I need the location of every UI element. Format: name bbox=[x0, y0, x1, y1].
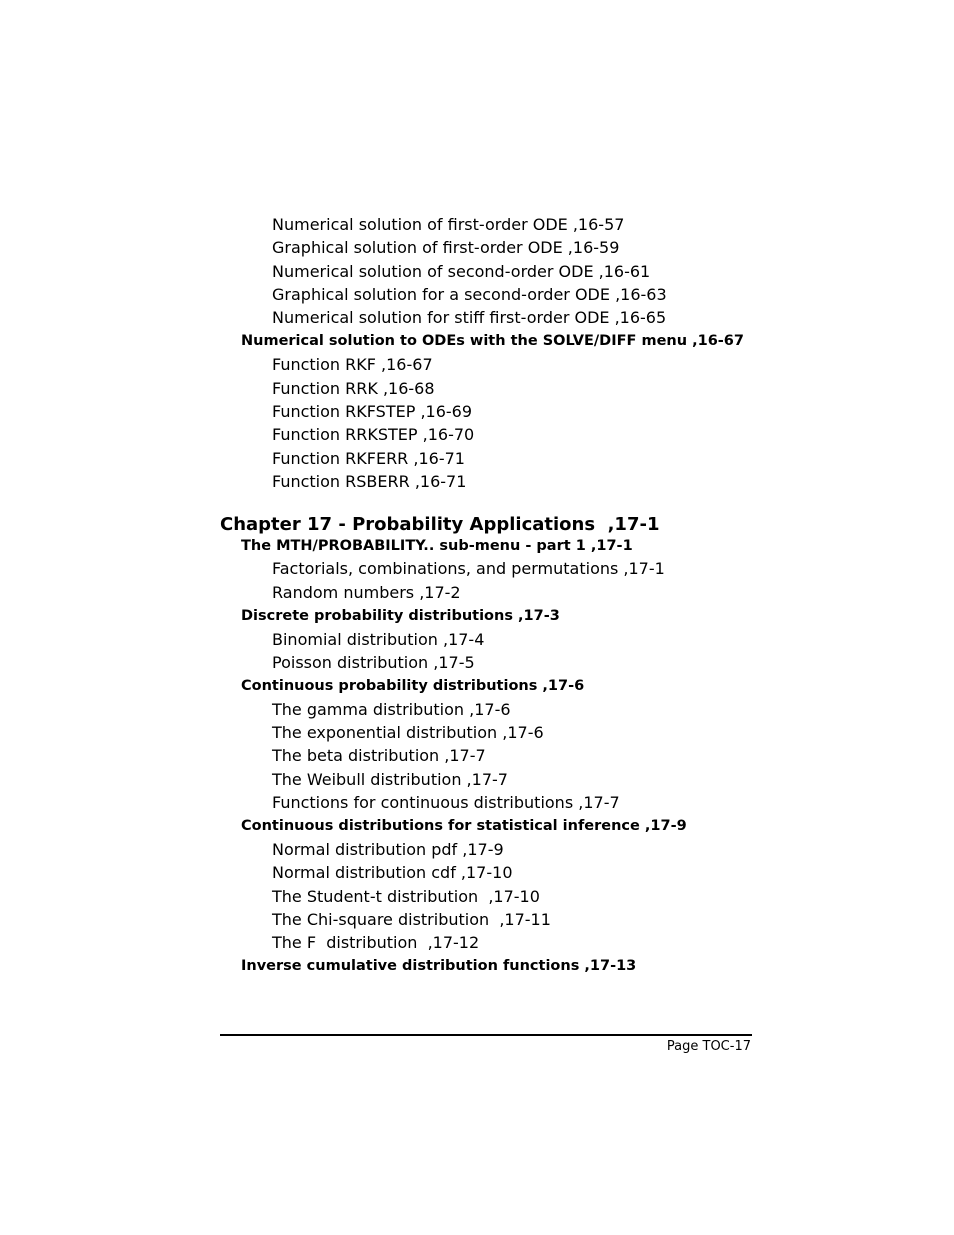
toc-entry: The Weibull distribution ,17-7 bbox=[272, 770, 508, 789]
toc-section-heading: Inverse cumulative distribution functions ,17-13 bbox=[241, 958, 637, 974]
toc-entry: Binomial distribution ,17-4 bbox=[272, 630, 485, 649]
toc-entry: The beta distribution ,17-7 bbox=[272, 746, 486, 765]
toc-entry: Factorials, combinations, and permutations ,17-1 bbox=[272, 559, 665, 578]
toc-entry: Graphical solution for a second-order ODE ,16-63 bbox=[272, 285, 667, 304]
toc-entry: The F distribution ,17-12 bbox=[272, 933, 480, 952]
toc-entry: Numerical solution of first-order ODE ,16-57 bbox=[272, 215, 625, 234]
toc-entry: Normal distribution pdf ,17-9 bbox=[272, 840, 504, 859]
toc-entry: Numerical solution of second-order ODE ,16-61 bbox=[272, 262, 651, 281]
toc-entry: Function RKF ,16-67 bbox=[272, 355, 433, 374]
toc-entry: The exponential distribution ,17-6 bbox=[272, 723, 544, 742]
toc-entry: Function RKFERR ,16-71 bbox=[272, 449, 465, 468]
toc-section-heading: Numerical solution to ODEs with the SOLVE/DIFF menu ,16-67 bbox=[241, 333, 744, 349]
toc-entry: Poisson distribution ,17-5 bbox=[272, 653, 475, 672]
toc-entry: Graphical solution of first-order ODE ,16-59 bbox=[272, 238, 620, 257]
toc-entry: Functions for continuous distributions ,17-7 bbox=[272, 793, 620, 812]
page-number: Page TOC-17 bbox=[666, 1039, 751, 1054]
toc-section-heading: Discrete probability distributions ,17-3 bbox=[241, 608, 560, 624]
toc-section-heading: The MTH/PROBABILITY.. sub-menu - part 1 ,17-1 bbox=[241, 538, 633, 554]
toc-chapter-heading: Chapter 17 - Probability Applications ,17-1 bbox=[220, 514, 660, 535]
footer-rule bbox=[220, 1034, 752, 1036]
toc-entry: The Chi-square distribution ,17-11 bbox=[272, 910, 551, 929]
toc-entry: Random numbers ,17-2 bbox=[272, 583, 461, 602]
toc-entry: The gamma distribution ,17-6 bbox=[272, 700, 511, 719]
toc-entry: Function RRK ,16-68 bbox=[272, 379, 435, 398]
toc-entry: Normal distribution cdf ,17-10 bbox=[272, 863, 513, 882]
toc-entry: Function RKFSTEP ,16-69 bbox=[272, 402, 473, 421]
toc-section-heading: Continuous probability distributions ,17-6 bbox=[241, 678, 585, 694]
toc-entry: The Student-t distribution ,17-10 bbox=[272, 887, 540, 906]
toc-entry: Function RRKSTEP ,16-70 bbox=[272, 425, 475, 444]
toc-section-heading: Continuous distributions for statistical inference ,17-9 bbox=[241, 818, 687, 834]
toc-entry: Function RSBERR ,16-71 bbox=[272, 472, 467, 491]
toc-entry: Numerical solution for stiff first-order ODE ,16-65 bbox=[272, 308, 667, 327]
